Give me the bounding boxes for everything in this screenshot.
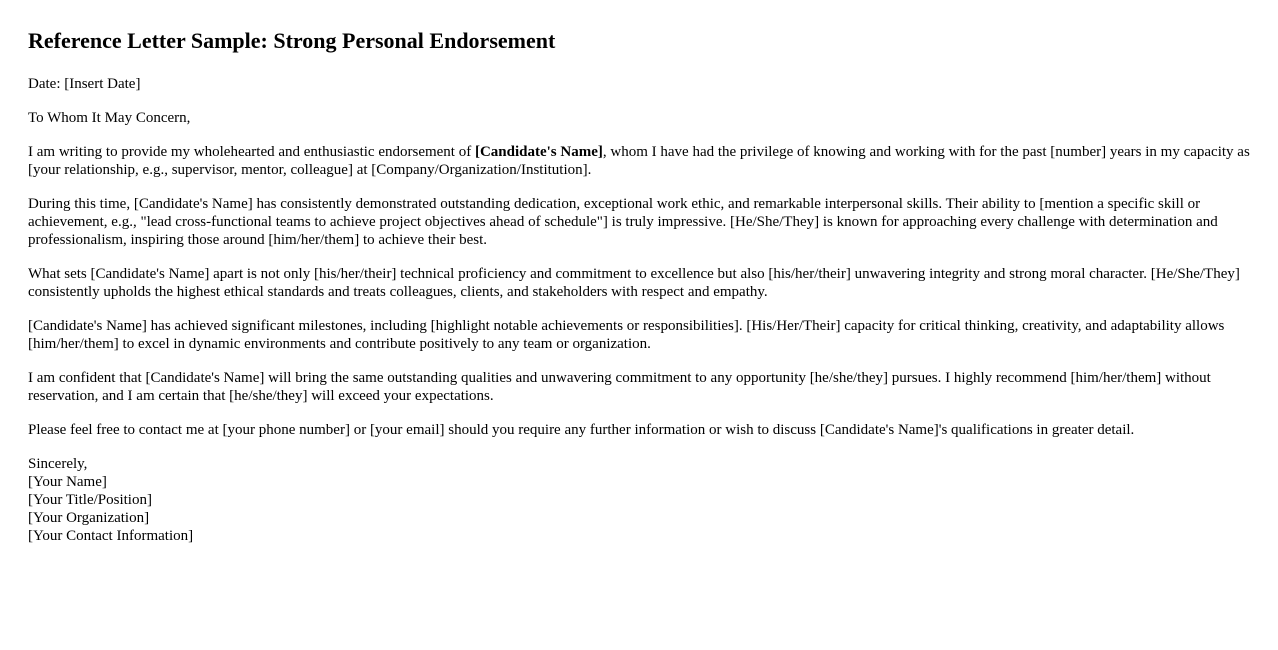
signer-title: [Your Title/Position] [28,492,152,508]
valediction: Sincerely, [28,456,88,472]
candidate-name-bold: [Candidate's Name] [474,144,603,160]
closing-block [28,455,1250,545]
qualities-paragraph: During this time, [Candidate's Name] has consistently demonstrated outstanding dedication, exceptional work ethic, and remarkable interpersonal skills. Their ability to [mention a specific skill or achievement, e.g., "lead cross-functional teams to achieve project objectives ahead of schedule"] is truly impressive. [He/She/They] is known for approaching every challenge with determination and professionalism, inspiring those around [him/her/them] to achieve their best. [28,196,1218,248]
character-paragraph: What sets [Candidate's Name] apart is not only [his/her/their] technical proficiency and commitment to excellence but also [his/her/their] unwavering integrity and strong moral character. [He/She/They] consistently upholds the highest ethical standards and treats colleagues, clients, and stakeholders with respect and empathy. [28,266,1240,300]
intro-text-before: I am writing to provide my wholehearted and enthusiastic endorsement of [28,144,475,160]
contact-paragraph: Please feel free to contact me at [your phone number] or [your email] should you require any further information or wish to discuss [Candidate's Name]'s qualifications in greater detail. [28,422,1135,438]
salutation: To Whom It May Concern, [28,110,191,126]
signer-name: [Your Name] [28,474,107,490]
signer-organization: [Your Organization] [28,510,150,526]
signer-contact: [Your Contact Information] [28,528,194,544]
intro-text-after: , whom I have had the privilege of knowing and working with for the past [number] years in my capacity as [your relationship, e.g., supervisor, mentor, colleague] at [Company/Organization/Institution]. [28,144,1250,178]
recommendation-paragraph: I am confident that [Candidate's Name] will bring the same outstanding qualities and unwavering commitment to any opportunity [he/she/they] pursues. I highly recommend [him/her/them] without reservation, and I am certain that [he/she/they] will exceed your expectations. [28,370,1211,404]
intro-paragraph [28,143,1250,179]
date-line: Date: [Insert Date] [28,76,141,92]
achievements-paragraph: [Candidate's Name] has achieved significant milestones, including [highlight notable achievements or responsibilities]. [His/Her/Their] capacity for critical thinking, creativity, and adaptability allows [him/her/them] to excel in dynamic environments and contribute positively to any team or organization. [28,318,1225,352]
page-title: Reference Letter Sample: Strong Personal Endorsement [28,28,556,53]
